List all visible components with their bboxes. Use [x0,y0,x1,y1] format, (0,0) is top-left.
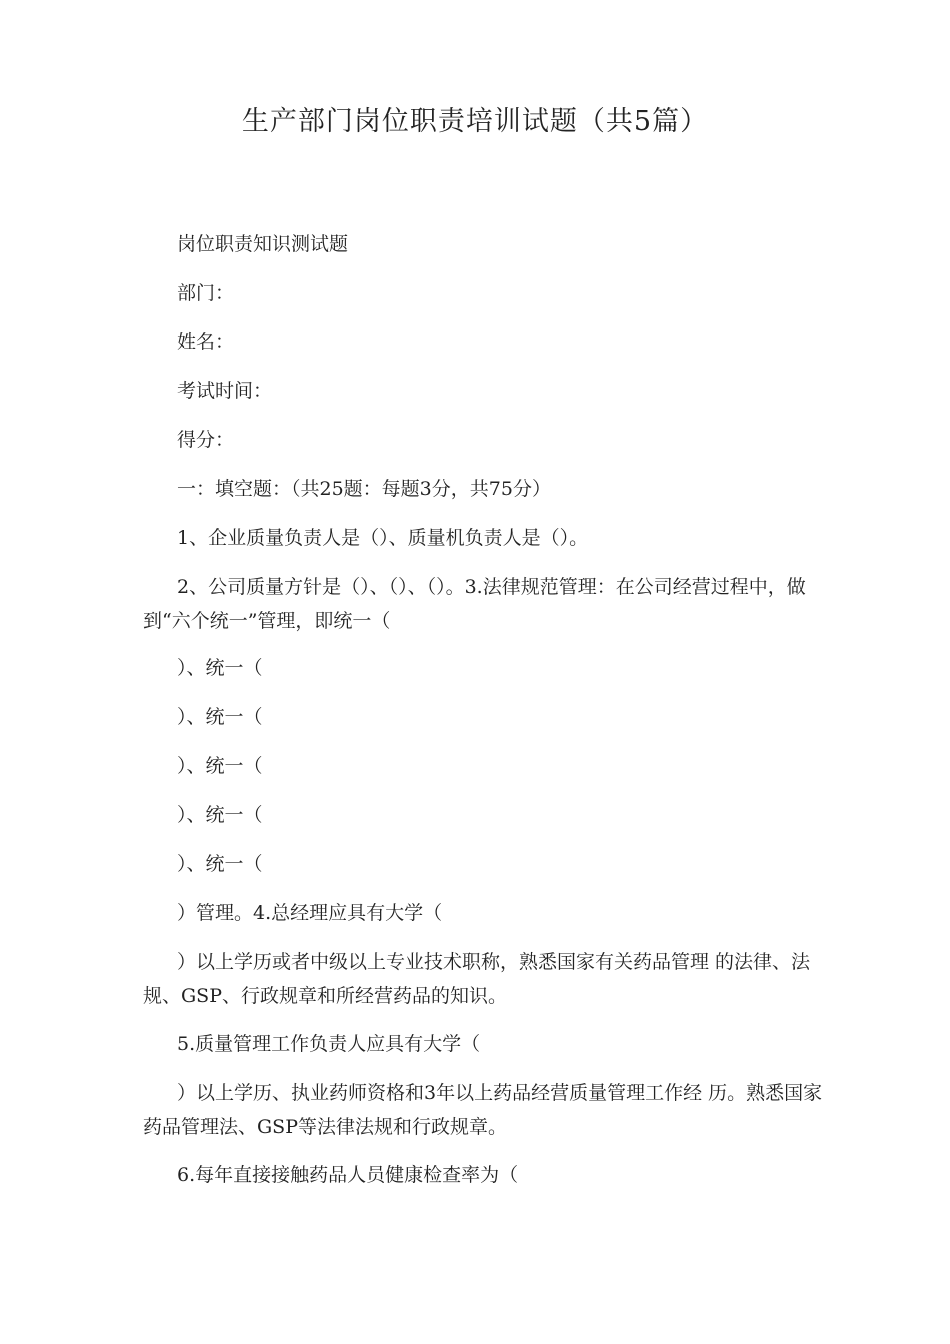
blank-line: ）、统一（ [177,804,263,826]
exam-time-field-label: 考试时间： [177,380,273,402]
question-2-3: 2、公司质量方针是（）、（）、（）。3.法律规范管理：在公司经营过程中，做到“六个统一”管理，即统一（ [143,576,806,632]
blank-line: ）、统一（ [177,755,263,777]
question-1: 1、企业质量负责人是（）、质量机负责人是（）。 [177,527,589,549]
blank-line: ）、统一（ [177,706,263,728]
question-5-continued: ）以上学历、执业药师资格和3年以上药品经营质量管理工作经 历。熟悉国家药品管理法、GSP等法律法规和行政规章。 [143,1082,823,1138]
question-4-continued: ）以上学历或者中级以上专业技术职称，熟悉国家有关药品管理 的法律、法规、GSP、行政规章和所经营药品的知识。 [143,951,811,1007]
exam-heading: 岗位职责知识测试题 [177,233,349,255]
question-6: 6.每年直接接触药品人员健康检查率为（ [177,1164,519,1186]
name-field-label: 姓名： [177,331,235,353]
section-heading: 一：填空题：（共25题：每题3分，共75分） [177,478,551,500]
blank-line: ）、统一（ [177,853,263,875]
question-5: 5.质量管理工作负责人应具有大学（ [177,1033,481,1055]
question-3-end-4: ）管理。4.总经理应具有大学（ [177,902,443,924]
score-field-label: 得分： [177,429,235,451]
department-field-label: 部门： [177,282,235,304]
document-title: 生产部门岗位职责培训试题（共5篇） [241,106,709,137]
blank-line: ）、统一（ [177,657,263,679]
